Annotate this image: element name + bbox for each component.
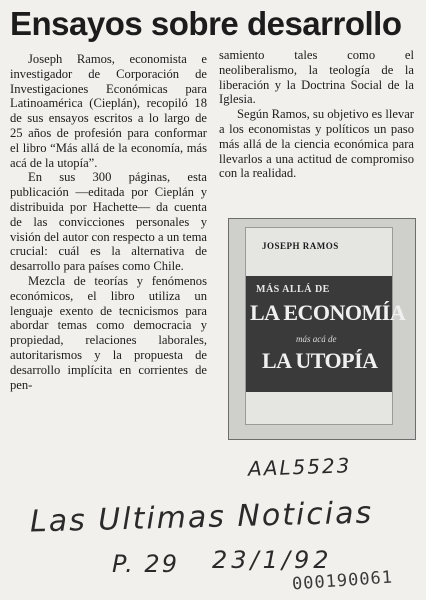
archive-stamp-number: 000190061 [291, 567, 394, 595]
book-cover-image [228, 218, 416, 440]
article-paragraph: En sus 300 páginas, esta publicación —editada por Cieplán y distribuida por Hachette— da cuenta de las convicciones personales y visión del autor con respecto a un tema crucial: cuál es la alternativa de desarrollo para países como Chile. [10, 170, 207, 274]
handwritten-catalog-code: AAL5523 [247, 453, 352, 481]
handwritten-date: 23/1/92 [212, 546, 333, 574]
article-paragraph: Mezcla de teorías y fenómenos económicos, el libro utiliza un lenguaje exento de tecnicismos para abordar temas como democracia y propiedad, relaciones laborales, autoritarismos y la propuesta de desarrollo implícita en corrientes de pen- [10, 273, 207, 392]
book-title-line3: más acá de [296, 334, 337, 344]
headline: Ensayos sobre desarrollo [10, 5, 402, 42]
article-paragraph: Según Ramos, su objetivo es llevar a los economistas y políticos un paso más allá de la ciencia económica para llevarlos a una actitud de compromiso con la realidad. [219, 107, 414, 181]
article-column-left [10, 52, 207, 392]
handwritten-source: Las Ultimas Noticias [29, 495, 374, 540]
book-cover-panel [245, 227, 406, 425]
article-paragraph: samiento tales como el neoliberalismo, la teología de la liberación y la Doctrina Social de la Iglesia. [219, 48, 414, 107]
book-author: JOSEPH RAMOS [262, 241, 339, 251]
book-title-line2: LA ECONOMÍA [250, 300, 406, 325]
article-column-right [219, 48, 414, 181]
article-paragraph: Joseph Ramos, economista e investigador de Corporación de Investigaciones Económicas para Latinoamérica (Cieplán), recopiló 18 de sus ensayos escritos a lo largo de 25 años de profesión para conformar el libro “Más allá de la economía, más acá de la utopía”. [10, 52, 207, 170]
handwritten-page: P. 29 [112, 550, 179, 578]
book-title-line4: LA UTOPÍA [262, 348, 378, 373]
book-title-line1: MÁS ALLÁ DE [256, 284, 330, 295]
